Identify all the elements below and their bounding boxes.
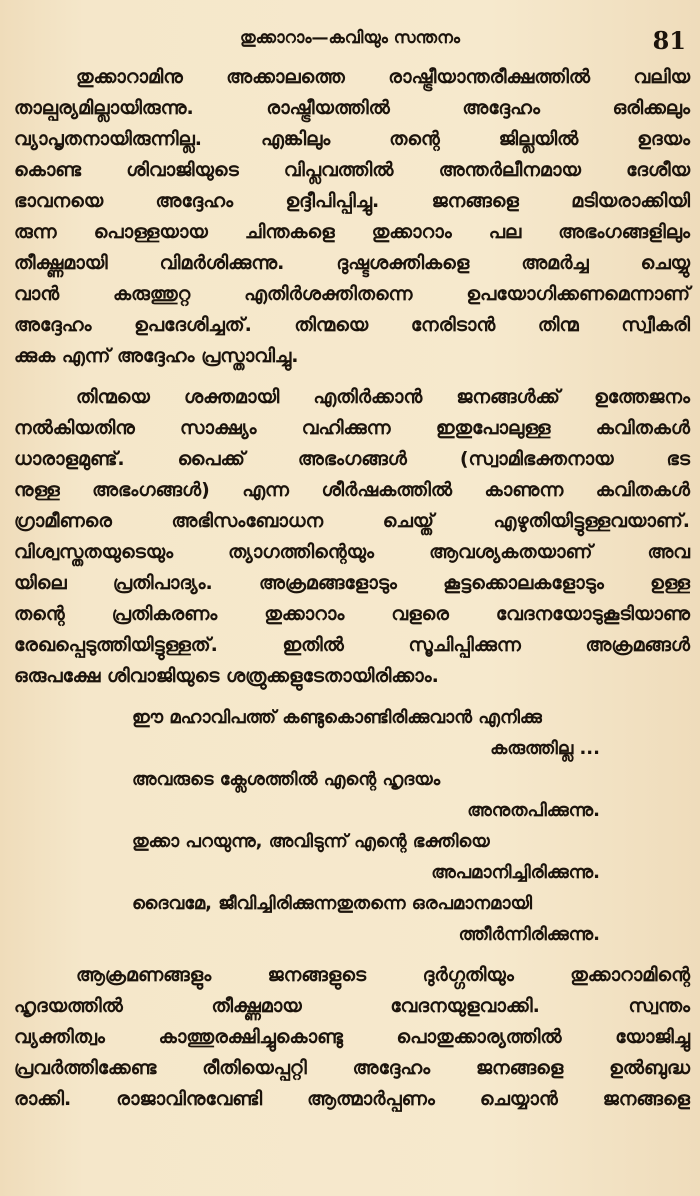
text-line: ആക്രമണങ്ങളും ജനങ്ങളുടെ ദുർഗ്ഗതിയും തുക്കാറാമിന്റെ	[76, 964, 690, 986]
text-line: കൊണ്ട ശിവാജിയുടെ വിപ്ലവത്തിൽ അന്തർലീനമായ ദേശീയ	[14, 159, 690, 181]
text-line: തുക്കാറാമിനു അക്കാലത്തെ രാഷ്ട്രീയാന്തരീക്ഷത്തിൽ വലിയ	[76, 66, 690, 88]
text-line: വ്യാപൃതനായിരുന്നില്ല. എങ്കിലും തന്റെ ജില്ലയിൽ ഉദയം	[14, 128, 690, 150]
text-line: ഗ്രാമീണരെ അഭിസംബോധന ചെയ്ത് എഴുതിയിട്ടുള്ളവയാണ്.	[14, 510, 690, 532]
verse-line: ഈ മഹാവിപത്ത് കണ്ടുകൊണ്ടിരിക്കുവാൻ എനിക്കു	[132, 707, 542, 728]
verse-quote	[14, 702, 690, 950]
paragraph-1	[14, 62, 690, 372]
text-line: പ്രവർത്തിക്കേണ്ട രീതിയെപ്പറ്റി അദ്ദേഹം ജനങ്ങളെ ഉൽബുദ്ധ	[14, 1057, 690, 1079]
text-line: തീക്ഷ്ണമായി വിമർശിക്കുന്നു. ദുഷ്ടശക്തികളെ അമർച്ച ചെയ്യു	[14, 252, 690, 274]
body-text	[14, 62, 690, 1115]
verse-line: അവരുടെ ക്ലേശത്തിൽ എന്റെ ഹൃദയം	[132, 769, 441, 790]
text-line: വാൻ കരുത്തുറ്റ എതിർശക്തിതന്നെ ഉപയോഗിക്കണമെന്നാണ്	[14, 283, 690, 305]
text-line: രാക്കി. രാജാവിനുവേണ്ടി ആത്മാർപ്പണം ചെയ്യാൻ ജനങ്ങളെ	[14, 1088, 690, 1110]
paragraph-gap	[14, 372, 690, 382]
verse-line-continuation: അപമാനിച്ചിരിക്കുന്നു.	[431, 862, 600, 883]
text-line: ഭാവനയെ അദ്ദേഹം ഉദ്ദീപിപ്പിച്ചു. ജനങ്ങളെ മടിയരാക്കിയി	[14, 190, 690, 212]
page-number: 81	[652, 26, 686, 55]
text-line: വ്യക്തിത്വം കാത്തുരക്ഷിച്ചുകൊണ്ടു പൊതുക്കാര്യത്തിൽ യോജിച്ചു	[14, 1026, 690, 1048]
text-line: തന്റെ പ്രതികരണം തുക്കാറാം വളരെ വേദനയോടുകൂടിയാണു	[14, 603, 690, 625]
text-line: നൽകിയതിനു സാക്ഷ്യം വഹിക്കുന്ന ഇതുപോലുള്ള കവിതകൾ	[14, 417, 690, 439]
text-line: യിലെ പ്രതിപാദ്യം. അക്രമങ്ങളോടും കൂട്ടക്കൊലകളോടും ഉള്ള	[14, 572, 690, 594]
text-line: രുന്ന പൊള്ളയായ ചിന്തകളെ തുക്കാറാം പല അഭംഗങ്ങളിലും	[14, 221, 690, 243]
running-head: തുക്കാറാം—കവിയും സന്തനം	[240, 28, 460, 48]
verse-line: ദൈവമേ, ജീവിച്ചിരിക്കുന്നതുതന്നെ ഒരപമാനമായി	[132, 893, 533, 914]
text-line: അദ്ദേഹം ഉപദേശിച്ചത്. തിന്മയെ നേരിടാൻ തിന്മ സ്വീകരി	[14, 314, 690, 336]
text-line: താല്പര്യമില്ലായിരുന്നു. രാഷ്ട്രീയത്തിൽ അദ്ദേഹം ഒരിക്കലും	[14, 97, 690, 119]
text-line: തിന്മയെ ശക്തമായി എതിർക്കാൻ ജനങ്ങൾക്ക് ഉത്തേജനം	[76, 386, 690, 408]
text-line: നുള്ള അഭംഗങ്ങൾ) എന്ന ശീർഷകത്തിൽ കാണുന്ന കവിതകൾ	[14, 479, 690, 501]
paragraph-3	[14, 960, 690, 1115]
text-line: വിശ്വസ്തതയുടെയും ത്യാഗത്തിന്റെയും ആവശ്യകതയാണ് അവ	[14, 541, 690, 563]
text-line: ഹൃദയത്തിൽ തീക്ഷ്ണമായ വേദനയുളവാക്കി. സ്വന്തം	[14, 995, 690, 1017]
verse-line-continuation: അനുതപിക്കുന്നു.	[467, 800, 600, 821]
text-line: രേഖപ്പെടുത്തിയിട്ടുള്ളത്. ഇതിൽ സൂചിപ്പിക്കുന്ന അക്രമങ്ങൾ	[14, 634, 690, 656]
text-line: ക്കുക എന്ന് അദ്ദേഹം പ്രസ്താവിച്ചു.	[14, 345, 299, 367]
paragraph-2	[14, 382, 690, 692]
verse-line: തുക്കാ പറയുന്നു, അവിടുന്ന് എന്റെ ഭക്തിയെ	[132, 831, 490, 852]
text-line: ഒരുപക്ഷേ ശിവാജിയുടെ ശത്രുക്കളുടേതായിരിക്കാം.	[14, 665, 439, 687]
verse-line-continuation: ത്തീർന്നിരിക്കുന്നു.	[458, 924, 600, 945]
text-line: ധാരാളമുണ്ട്. പൈക്ക് അഭംഗങ്ങൾ (സ്വാമിഭക്തനായ ഭട	[14, 448, 690, 470]
verse-line-continuation: കരുത്തില്ല ...	[490, 738, 600, 759]
page-header	[0, 26, 700, 54]
